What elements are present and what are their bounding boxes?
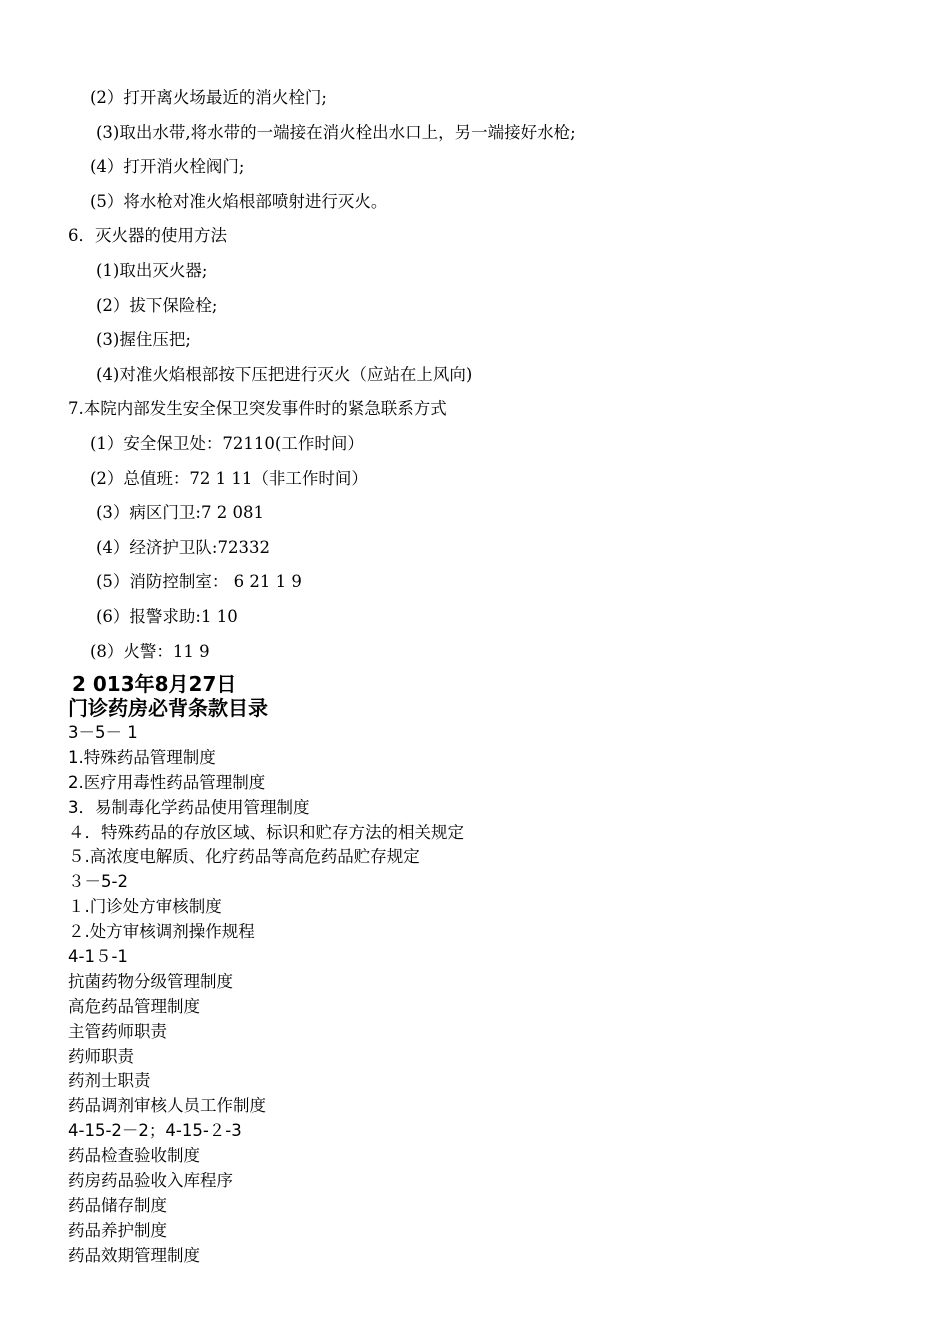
emergency-contact: (4）经济护卫队:72332	[96, 537, 270, 557]
hydrant-step: (4）打开消火栓阀门;	[90, 157, 245, 177]
catalog-item: ４．特殊药品的存放区域、标识和贮存方法的相关规定	[68, 822, 464, 842]
emergency-contact: (3）病区门卫:7 2 081	[96, 503, 264, 523]
document-date: 2 013年8月27日	[72, 672, 237, 696]
catalog-item: 药品养护制度	[68, 1220, 167, 1240]
catalog-item: １.门诊处方审核制度	[68, 897, 222, 917]
catalog-item: 3．易制毒化学药品使用管理制度	[68, 797, 310, 817]
emergency-contact: (2）总值班：72 1 11（非工作时间）	[90, 468, 368, 488]
emergency-contact: (6）报警求助:1 10	[96, 606, 238, 626]
catalog-item: 药品效期管理制度	[68, 1245, 200, 1265]
emergency-contact: (8）火警：11 9	[90, 641, 210, 661]
catalog-item: 药房药品验收入库程序	[68, 1171, 233, 1191]
catalog-section-code: ３－5-2	[68, 872, 128, 892]
catalog-item: 2.医疗用毒性药品管理制度	[68, 772, 266, 792]
emergency-heading: 7.本院内部发生安全保卫突发事件时的紧急联系方式	[68, 399, 447, 419]
emergency-contact: (1）安全保卫处：72110(工作时间）	[90, 433, 364, 453]
catalog-item: 药品储存制度	[68, 1195, 167, 1215]
catalog-item: 抗菌药物分级管理制度	[68, 971, 233, 991]
catalog-item: 药剂士职责	[68, 1071, 151, 1091]
catalog-item: 主管药师职责	[68, 1021, 167, 1041]
extinguisher-step: (2）拔下保险栓;	[96, 295, 218, 315]
catalog-item: 药师职责	[68, 1046, 134, 1066]
catalog-item: 药品检查验收制度	[68, 1146, 200, 1166]
catalog-item: 高危药品管理制度	[68, 996, 200, 1016]
emergency-contact: (5）消防控制室： 6 21 1 9	[96, 572, 302, 592]
catalog-item: ２.处方审核调剂操作规程	[68, 922, 255, 942]
extinguisher-heading: 6．灭火器的使用方法	[68, 226, 227, 246]
catalog-item: 1.特殊药品管理制度	[68, 747, 216, 767]
extinguisher-step: (3)握住压把;	[96, 330, 191, 350]
catalog-section-code: 3－5－ 1	[68, 723, 138, 742]
catalog-section-code: 4-1５-1	[68, 947, 128, 967]
hydrant-step: (5）将水枪对准火焰根部喷射进行灭火。	[90, 191, 388, 211]
catalog-item: ５.高浓度电解质、化疗药品等高危药品贮存规定	[68, 847, 420, 867]
hydrant-step: (3)取出水带,将水带的一端接在消火栓出水口上，另一端接好水枪;	[96, 122, 576, 142]
catalog-item: 药品调剂审核人员工作制度	[68, 1096, 266, 1116]
extinguisher-step: (4)对准火焰根部按下压把进行灭火（应站在上风向)	[96, 364, 473, 384]
extinguisher-step: (1)取出灭火器;	[96, 260, 208, 280]
hydrant-step: (2）打开离火场最近的消火栓门;	[90, 88, 327, 107]
catalog-section-code: 4-15-2－2；4-15-２-3	[68, 1121, 242, 1141]
safety-instructions	[0, 81, 950, 669]
document-title: 门诊药房必背条款目录	[68, 696, 268, 720]
catalog-list	[68, 721, 464, 1269]
